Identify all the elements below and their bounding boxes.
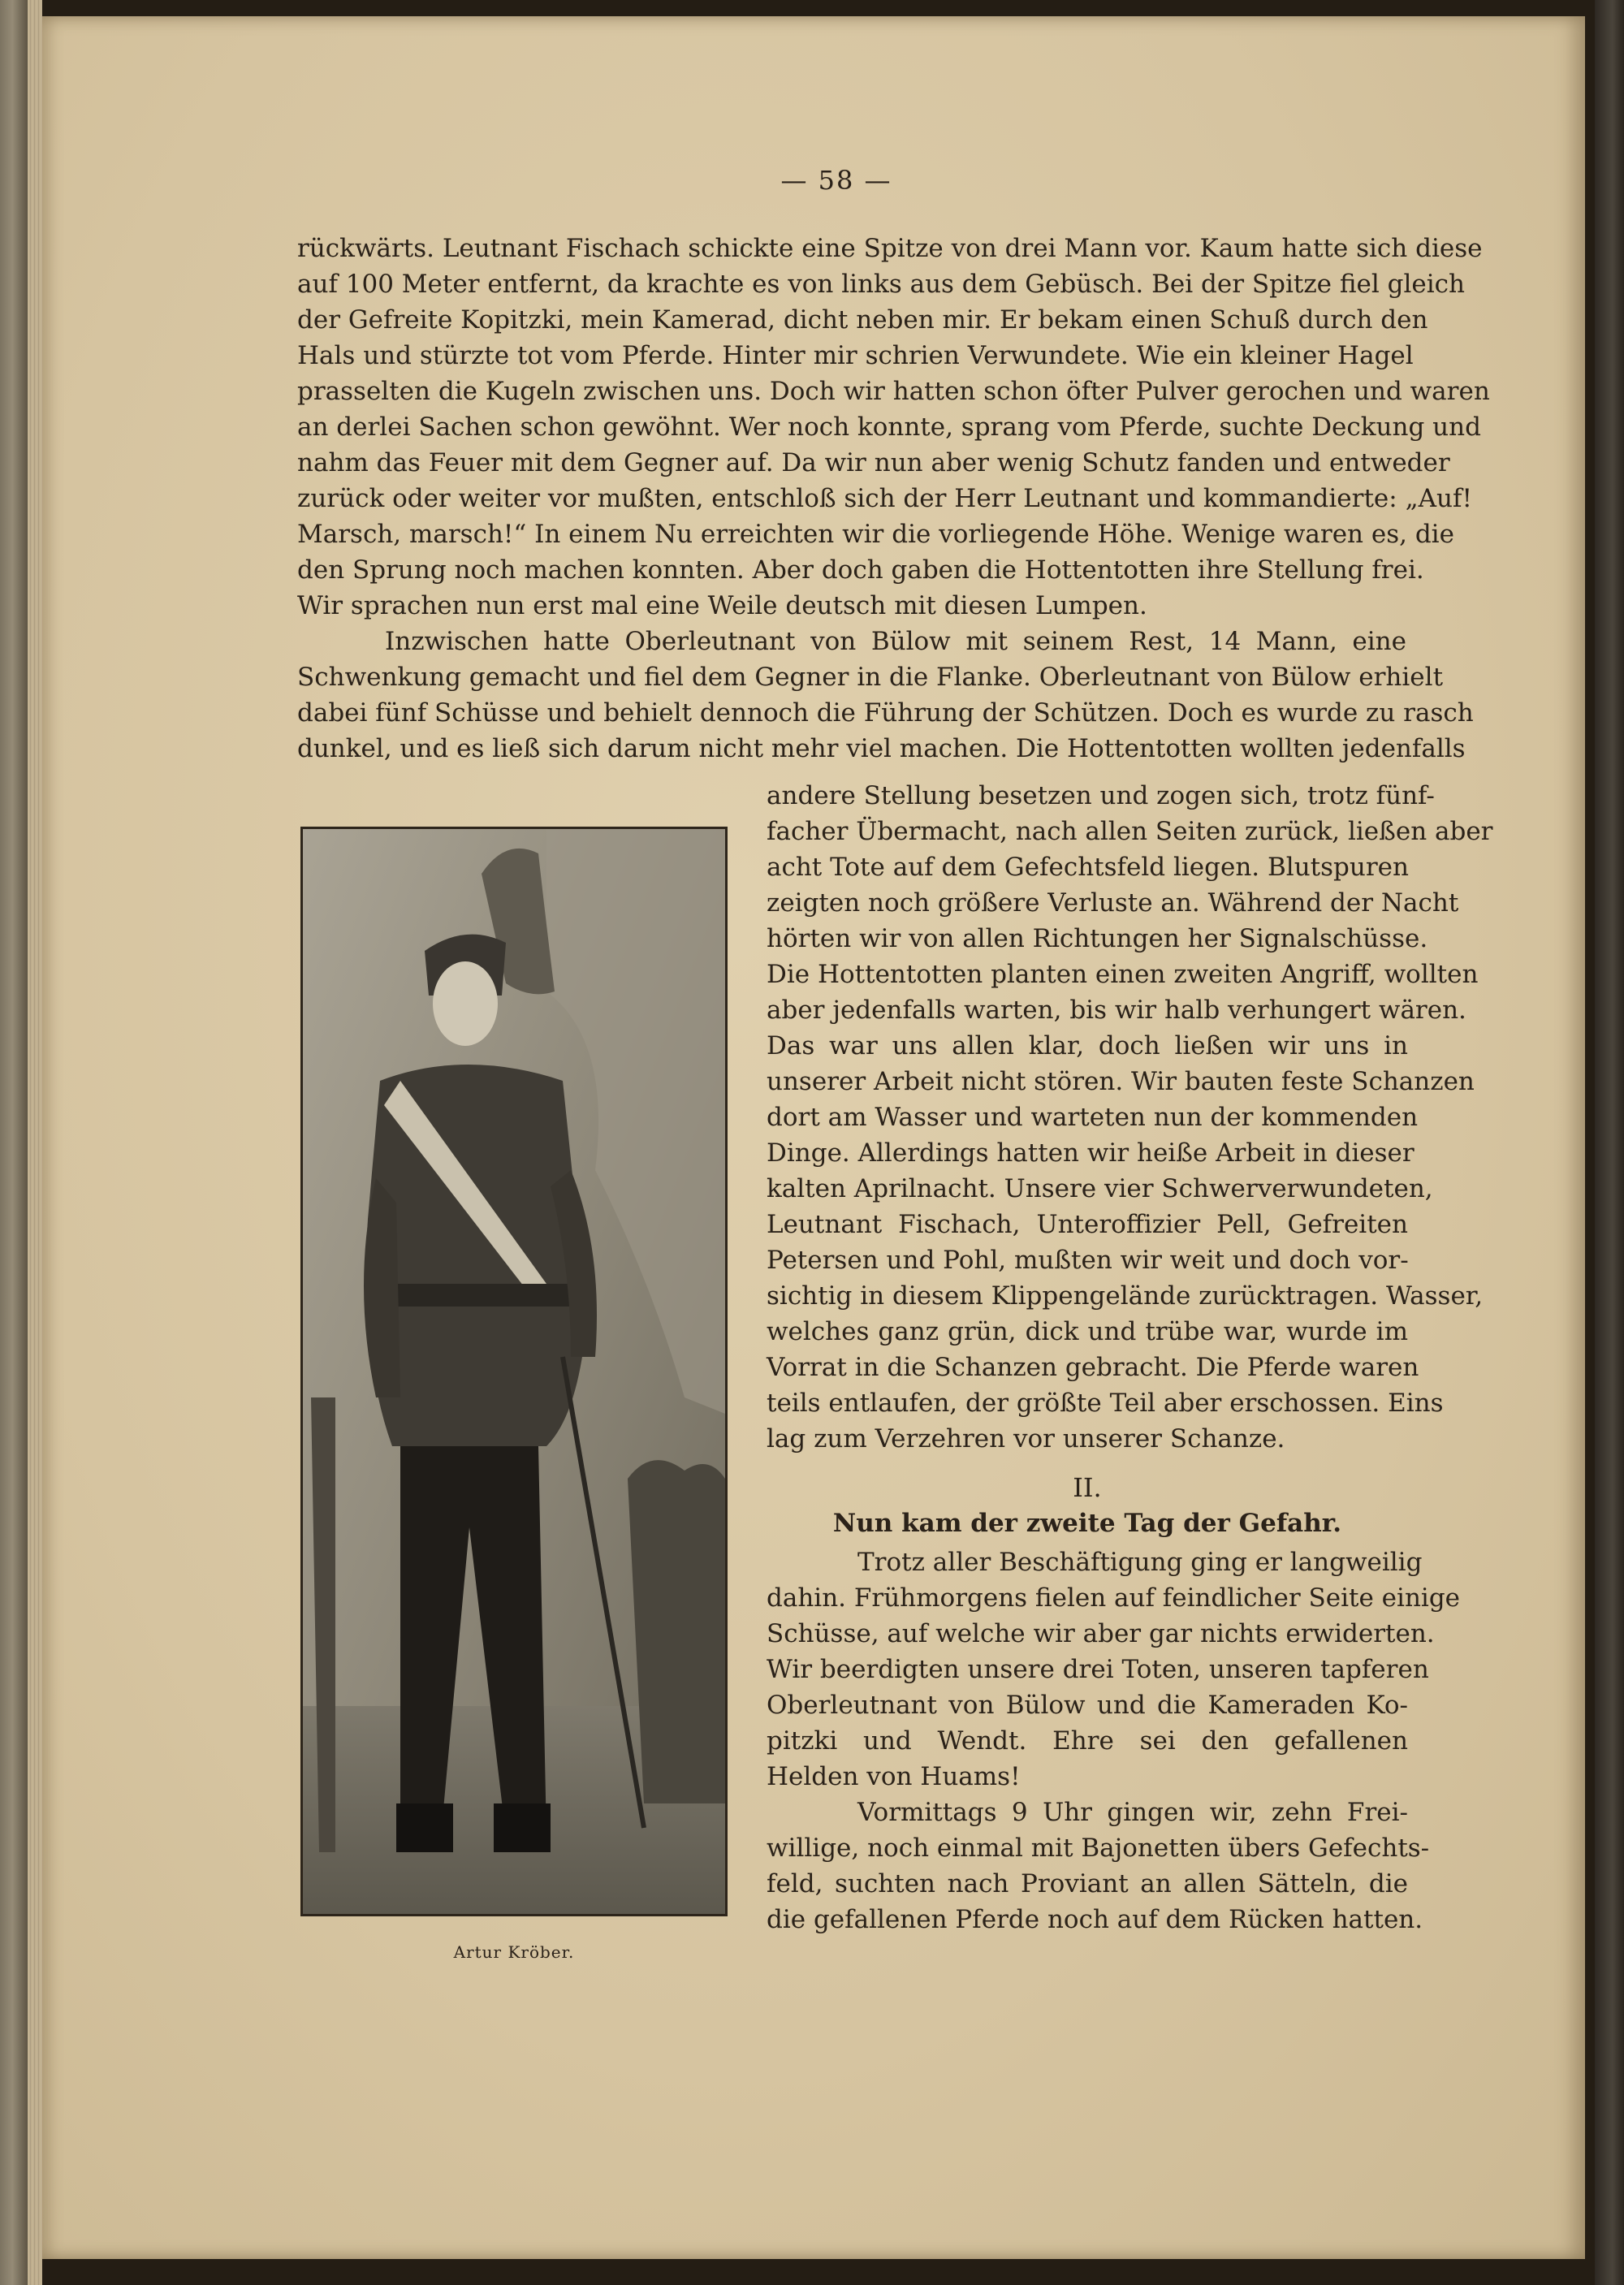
paragraph-2 [297, 624, 1474, 767]
page-edges [28, 0, 42, 2285]
text-line: dunkel, und es ließ sich darum nicht mehr viel machen. Die Hottentotten wollten jedenfalls [297, 734, 1466, 763]
text-line: sichtig in diesem Klippengelände zurücktragen. Wasser, [767, 1281, 1484, 1311]
section-paragraph-2 [767, 1795, 1430, 1937]
text-line: rückwärts. Leutnant Fischach schickte eine Spitze von drei Mann vor. Kaum hatte sich diese [297, 234, 1483, 263]
text-line: acht Tote auf dem Gefechtsfeld liegen. Blutspuren [767, 853, 1409, 882]
portrait-photo [300, 827, 728, 1916]
text-line: Schwenkung gemacht und fiel dem Gegner in die Flanke. Oberleutnant von Bülow erhielt [297, 663, 1444, 692]
soldier-portrait [303, 829, 725, 1914]
text-line: prasselten die Kugeln zwischen uns. Doch wir hatten schon öfter Pulver gerochen und waren [297, 377, 1490, 406]
text-line: Inzwischen hatte Oberleutnant von Bülow mit seinem Rest, 14 Mann, eine [385, 627, 1406, 656]
text-line: pitzki und Wendt. Ehre sei den gefallenen [767, 1726, 1408, 1756]
right-column-text [767, 778, 1493, 1937]
text-line: unserer Arbeit nicht stören. Wir bauten feste Schanzen [767, 1067, 1475, 1096]
paragraph-2-continued [767, 778, 1493, 1457]
text-line: Trotz aller Beschäftigung ging er langweilig [857, 1548, 1423, 1577]
section-paragraph-1 [767, 1544, 1461, 1795]
book-cover-left [0, 0, 28, 2285]
text-line: zurück oder weiter vor mußten, entschloß sich der Herr Leutnant und kommandierte: „Auf! [297, 484, 1472, 513]
text-line: die gefallenen Pferde noch auf dem Rücken hatten. [767, 1905, 1423, 1934]
section-number: II. [1073, 1472, 1102, 1503]
text-line: auf 100 Meter entfernt, da krachte es von links aus dem Gebüsch. Bei der Spitze fiel gleich [297, 270, 1465, 299]
text-line: Marsch, marsch!“ In einem Nu erreichten wir die vorliegende Höhe. Wenige waren es, die [297, 520, 1454, 549]
book-cover-right [1595, 0, 1624, 2285]
text-line: teils entlaufen, der größte Teil aber erschossen. Eins [767, 1389, 1444, 1418]
full-width-text [297, 231, 1490, 767]
text-line: Die Hottentotten planten einen zweiten Angriff, wollten [767, 960, 1479, 989]
page-number: — 58 — [780, 165, 892, 196]
text-line: facher Übermacht, nach allen Seiten zurück, ließen aber [767, 817, 1493, 846]
text-line: an derlei Sachen schon gewöhnt. Wer noch konnte, sprang vom Pferde, suchte Deckung und [297, 413, 1481, 442]
text-line: Wir beerdigten unsere drei Toten, unseren tapferen [767, 1655, 1429, 1684]
text-line: Vorrat in die Schanzen gebracht. Die Pferde waren [767, 1353, 1419, 1382]
text-line: Dinge. Allerdings hatten wir heiße Arbeit in dieser [767, 1138, 1415, 1168]
text-line: welches ganz grün, dick und trübe war, wurde im [767, 1317, 1408, 1346]
text-line: der Gefreite Kopitzki, mein Kamerad, dicht neben mir. Er bekam einen Schuß durch den [297, 305, 1428, 335]
text-line: Vormittags 9 Uhr gingen wir, zehn Frei- [857, 1798, 1408, 1827]
paragraph-1 [297, 231, 1490, 624]
text-line: Das war uns allen klar, doch ließen wir uns in [767, 1031, 1408, 1060]
text-line: Schüsse, auf welche wir aber gar nichts erwiderten. [767, 1619, 1435, 1648]
text-line: Oberleutnant von Bülow und die Kameraden Ko- [767, 1691, 1408, 1720]
text-line: kalten Aprilnacht. Unsere vier Schwerverwundeten, [767, 1174, 1433, 1203]
text-line: dahin. Frühmorgens fielen auf feindlicher Seite einige [767, 1583, 1461, 1613]
text-line: Wir sprachen nun erst mal eine Weile deutsch mit diesen Lumpen. [297, 591, 1147, 620]
text-line: nahm das Feuer mit dem Gegner auf. Da wir nun aber wenig Schutz fanden und entweder [297, 448, 1450, 477]
text-line: zeigten noch größere Verluste an. Während der Nacht [767, 888, 1459, 918]
section-title: Nun kam der zweite Tag der Gefahr. [832, 1509, 1342, 1538]
text-line: dabei fünf Schüsse und behielt dennoch die Führung der Schützen. Doch es wurde zu rasch [297, 698, 1474, 728]
text-line: Leutnant Fischach, Unteroffizier Pell, Gefreiten [767, 1210, 1408, 1239]
photo-caption: Artur Kröber. [453, 1942, 575, 1962]
text-line: Petersen und Pohl, mußten wir weit und doch vor- [767, 1246, 1409, 1275]
text-line: willige, noch einmal mit Bajonetten übers Gefechts- [767, 1834, 1430, 1863]
text-line: hörten wir von allen Richtungen her Signalschüsse. [767, 924, 1428, 953]
text-line: dort am Wasser und warteten nun der kommenden [767, 1103, 1419, 1132]
text-line: den Sprung noch machen konnten. Aber doch gaben die Hottentotten ihre Stellung frei. [297, 555, 1424, 585]
text-line: Helden von Huams! [767, 1762, 1021, 1791]
text-line: aber jedenfalls warten, bis wir halb verhungert wären. [767, 996, 1466, 1025]
text-line: feld, suchten nach Proviant an allen Sätteln, die [767, 1869, 1408, 1898]
text-line: Hals und stürzte tot vom Pferde. Hinter mir schrien Verwundete. Wie ein kleiner Hagel [297, 341, 1414, 370]
text-line: lag zum Verzehren vor unserer Schanze. [767, 1424, 1285, 1454]
text-line: andere Stellung besetzen und zogen sich, trotz fünf- [767, 781, 1435, 810]
